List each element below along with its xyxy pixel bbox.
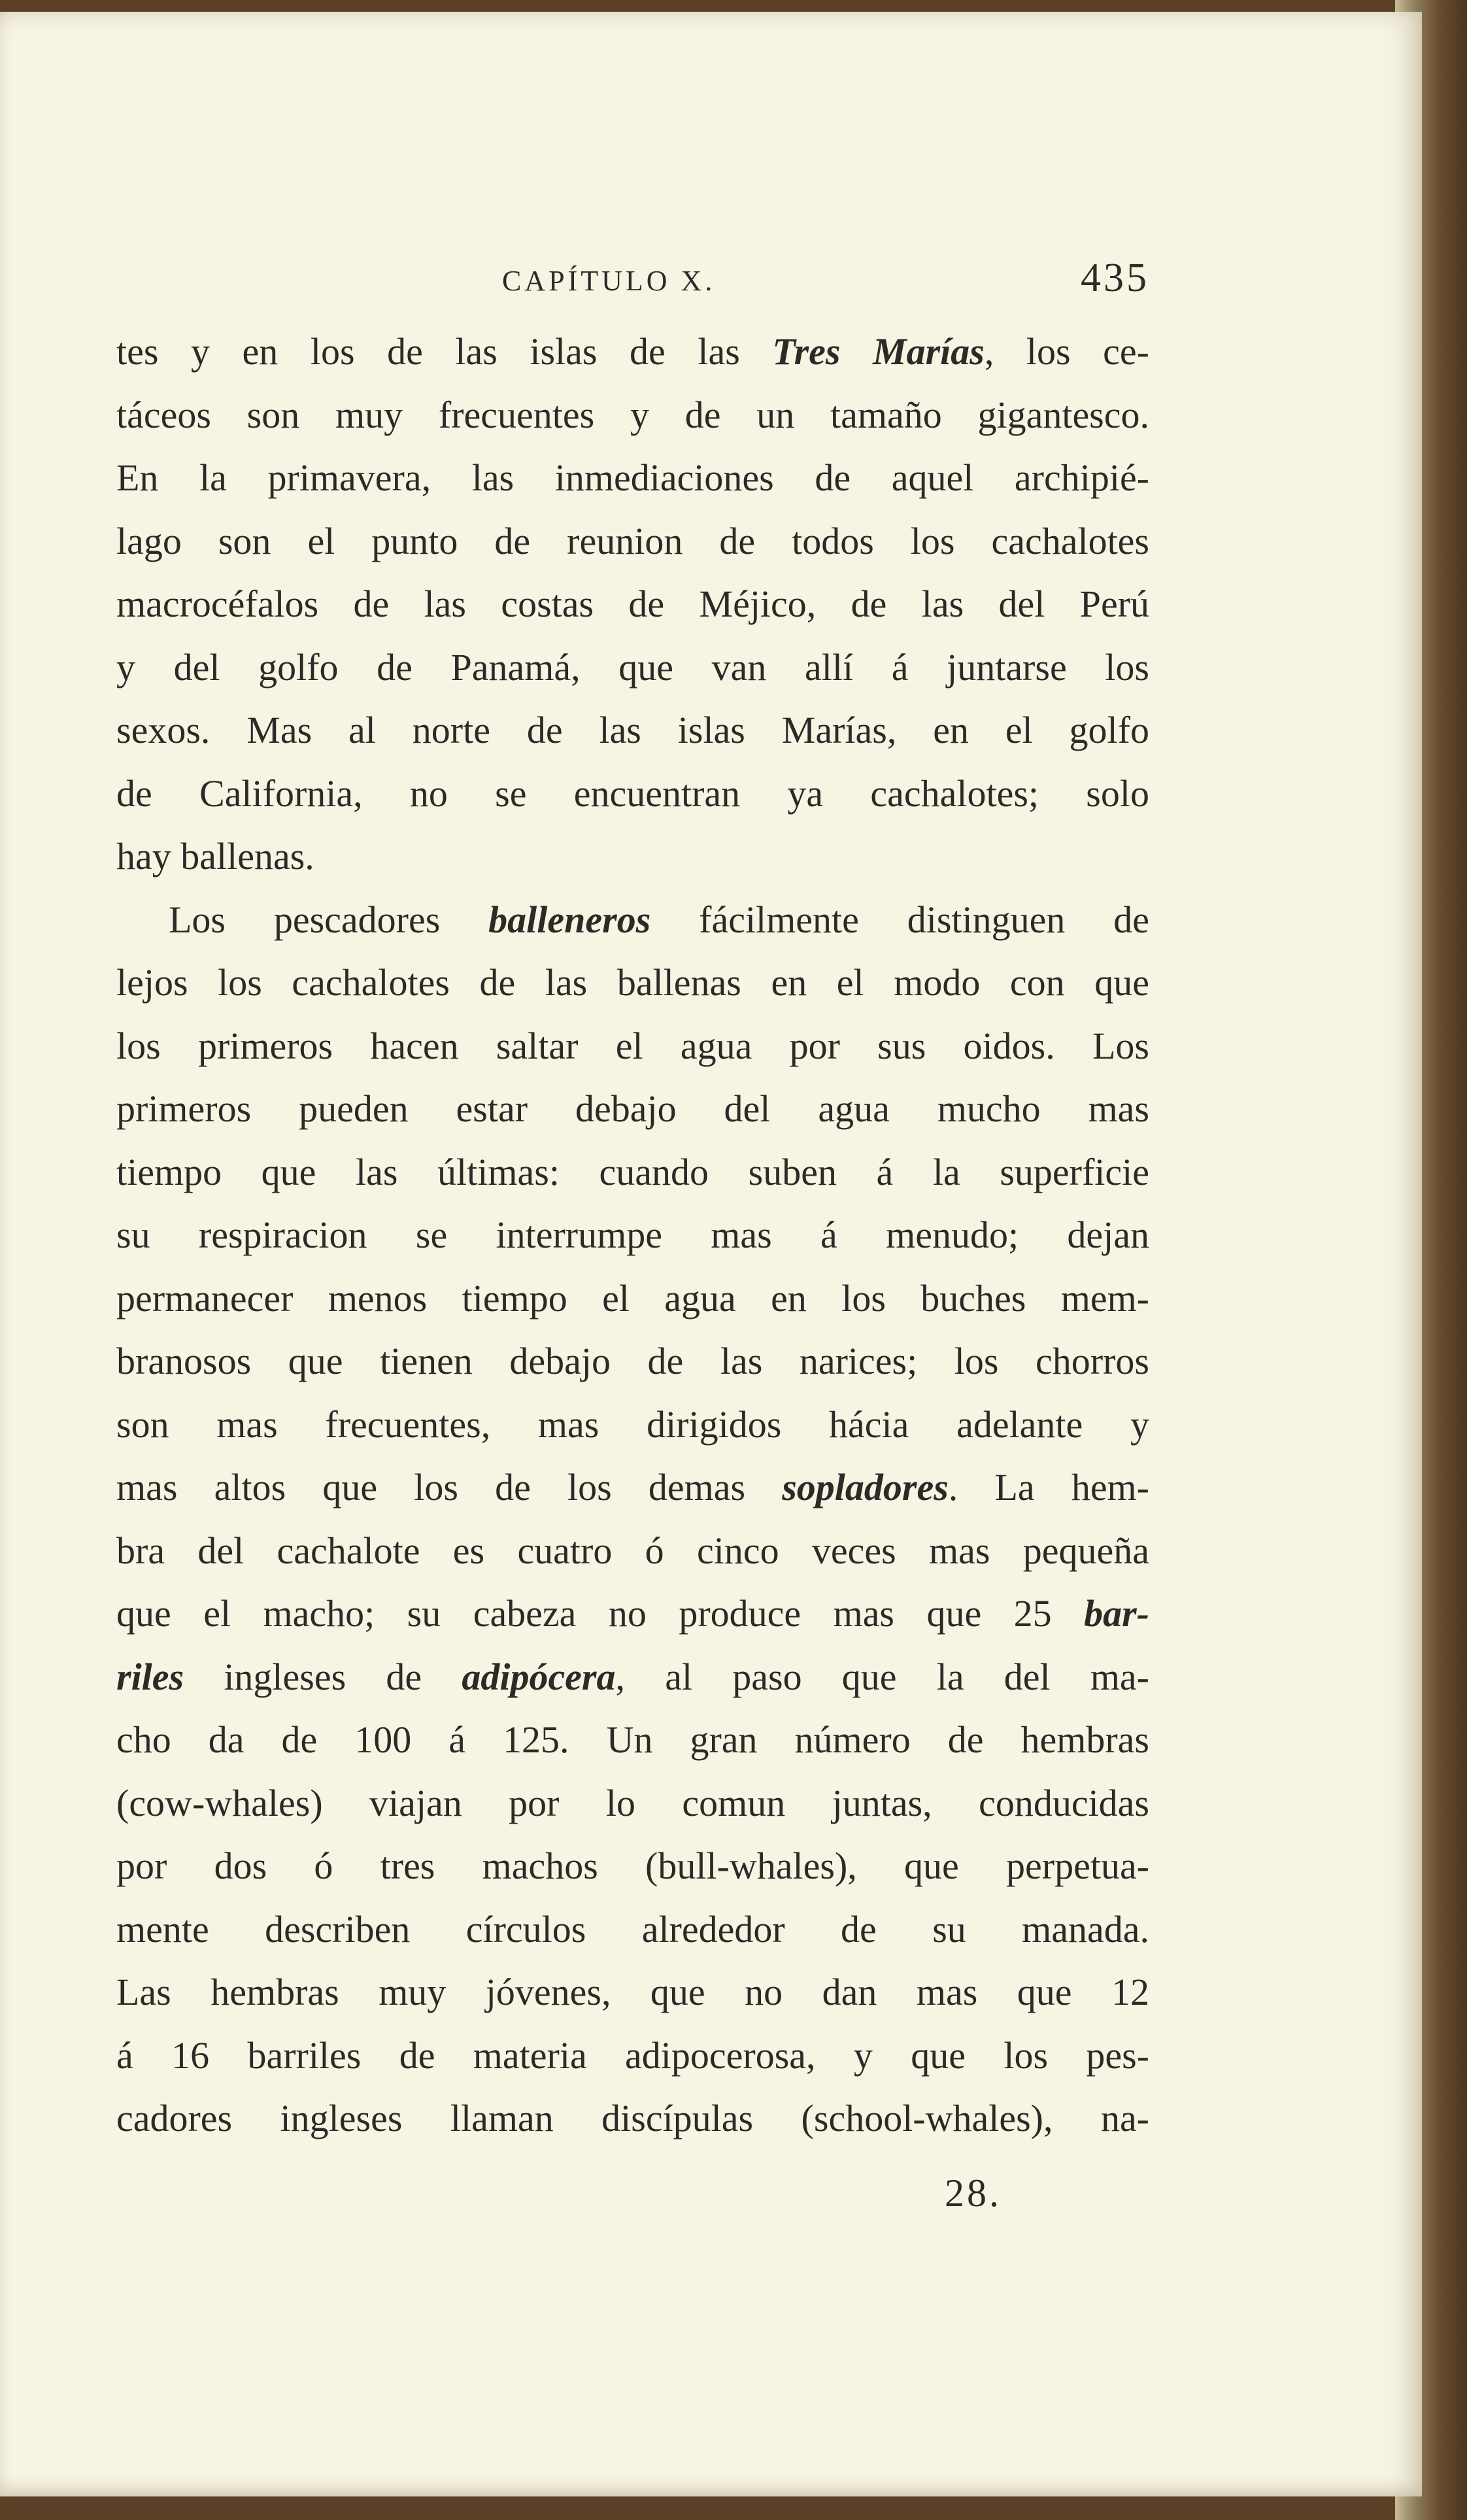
text-segment: Las hembras muy jóvenes, que no dan mas que 12	[116, 1971, 1149, 2013]
text-segment: y del golfo de Panamá, que van allí á juntarse los	[116, 645, 1149, 689]
text-line	[116, 699, 1149, 762]
text-segment: táceos son muy frecuentes y de un tamaño gigantesco.	[116, 393, 1149, 436]
page-header	[116, 255, 1149, 314]
text-line	[116, 320, 1149, 384]
text-segment: tes y en los de las islas de las	[116, 330, 773, 373]
text-segment: , los ce-	[984, 330, 1149, 373]
text-segment: bra del cachalote es cuatro ó cinco veces mas pequeña	[116, 1529, 1149, 1572]
text-line	[116, 1520, 1149, 1583]
text-line	[116, 510, 1149, 573]
text-line	[116, 573, 1149, 636]
text-line	[116, 384, 1149, 447]
text-segment: ingleses de	[184, 1655, 462, 1698]
text-line	[116, 1204, 1149, 1267]
text-segment: hay ballenas.	[116, 835, 314, 877]
text-line	[116, 1393, 1149, 1457]
text-segment: En la primavera, las inmediaciones de aquel archipié-	[116, 456, 1149, 499]
italic-term: adipócera	[462, 1655, 616, 1698]
text-segment: , al paso que la del ma-	[615, 1655, 1149, 1698]
text-segment: mente describen círculos alrededor de su manada.	[116, 1907, 1149, 1950]
text-line	[116, 762, 1149, 826]
text-segment: macrocéfalos de las costas de Méjico, de las del Perú	[116, 583, 1149, 625]
text-segment: fácilmente distinguen de	[650, 898, 1149, 941]
text-segment: primeros pueden estar debajo del agua mucho mas	[116, 1087, 1149, 1130]
text-segment: permanecer menos tiempo el agua en los buches mem-	[116, 1276, 1149, 1320]
text-segment: por dos ó tres machos (bull-whales), que perpetua-	[116, 1845, 1149, 1887]
text-line	[116, 1141, 1149, 1204]
text-segment: su respiracion se interrumpe mas á menudo; dejan	[116, 1214, 1149, 1256]
text-line	[116, 825, 1149, 889]
text-segment: branosos que tienen debajo de las narices; los chorros	[116, 1340, 1149, 1382]
text-line	[116, 889, 1149, 952]
running-head: CAPÍTULO X.	[502, 265, 716, 297]
text-line	[116, 447, 1149, 510]
text-segment: sexos. Mas al norte de las islas Marías, en el golfo	[116, 709, 1149, 751]
text-segment: Los pescadores	[169, 898, 489, 941]
text-segment: de California, no se encuentran ya cachalotes; solo	[116, 772, 1149, 815]
text-segment: lago son el punto de reunion de todos los cachalotes	[116, 519, 1149, 562]
text-segment: tiempo que las últimas: cuando suben á la superficie	[116, 1150, 1149, 1193]
text-segment: son mas frecuentes, mas dirigidos hácia adelante y	[116, 1403, 1149, 1446]
signature-mark: 28.	[945, 2171, 1002, 2215]
text-segment: que el macho; su cabeza no produce mas que 25	[116, 1592, 1085, 1635]
text-segment: lejos los cachalotes de las ballenas en el modo con que	[116, 961, 1149, 1004]
text-line	[116, 2024, 1149, 2088]
text-line	[116, 1961, 1149, 2024]
text-segment: los primeros hacen saltar el agua por sus oidos. Los	[116, 1024, 1149, 1067]
page-number: 435	[1081, 256, 1149, 300]
italic-term: Tres Marías	[772, 330, 985, 373]
text-line	[116, 1582, 1149, 1646]
text-segment: . La hem-	[948, 1466, 1149, 1508]
text-segment: cadores ingleses llaman discípulas (school-whales), na-	[116, 2097, 1149, 2139]
text-line	[116, 1772, 1149, 1835]
text-line	[116, 2087, 1149, 2151]
text-line	[116, 1456, 1149, 1520]
italic-term: riles	[116, 1655, 184, 1698]
body-text	[116, 320, 1149, 2151]
text-segment: cho da de 100 á 125. Un gran número de hembras	[116, 1718, 1149, 1761]
text-line	[116, 951, 1149, 1015]
italic-term: bar-	[1084, 1592, 1149, 1635]
text-line	[116, 1330, 1149, 1393]
text-line	[116, 1267, 1149, 1331]
text-segment: mas altos que los de los demas	[116, 1466, 783, 1508]
text-line	[116, 1078, 1149, 1141]
text-line	[116, 1835, 1149, 1898]
italic-term: sopladores	[782, 1466, 949, 1508]
text-segment: á 16 barriles de materia adipocerosa, y que los pes-	[116, 2034, 1149, 2077]
text-line	[116, 1646, 1149, 1709]
italic-term: balleneros	[488, 898, 651, 941]
text-line	[116, 1709, 1149, 1772]
text-line	[116, 636, 1149, 700]
text-line	[116, 1015, 1149, 1078]
text-segment: (cow-whales) viajan por lo comun juntas, conducidas	[116, 1781, 1149, 1824]
text-line	[116, 1898, 1149, 1962]
